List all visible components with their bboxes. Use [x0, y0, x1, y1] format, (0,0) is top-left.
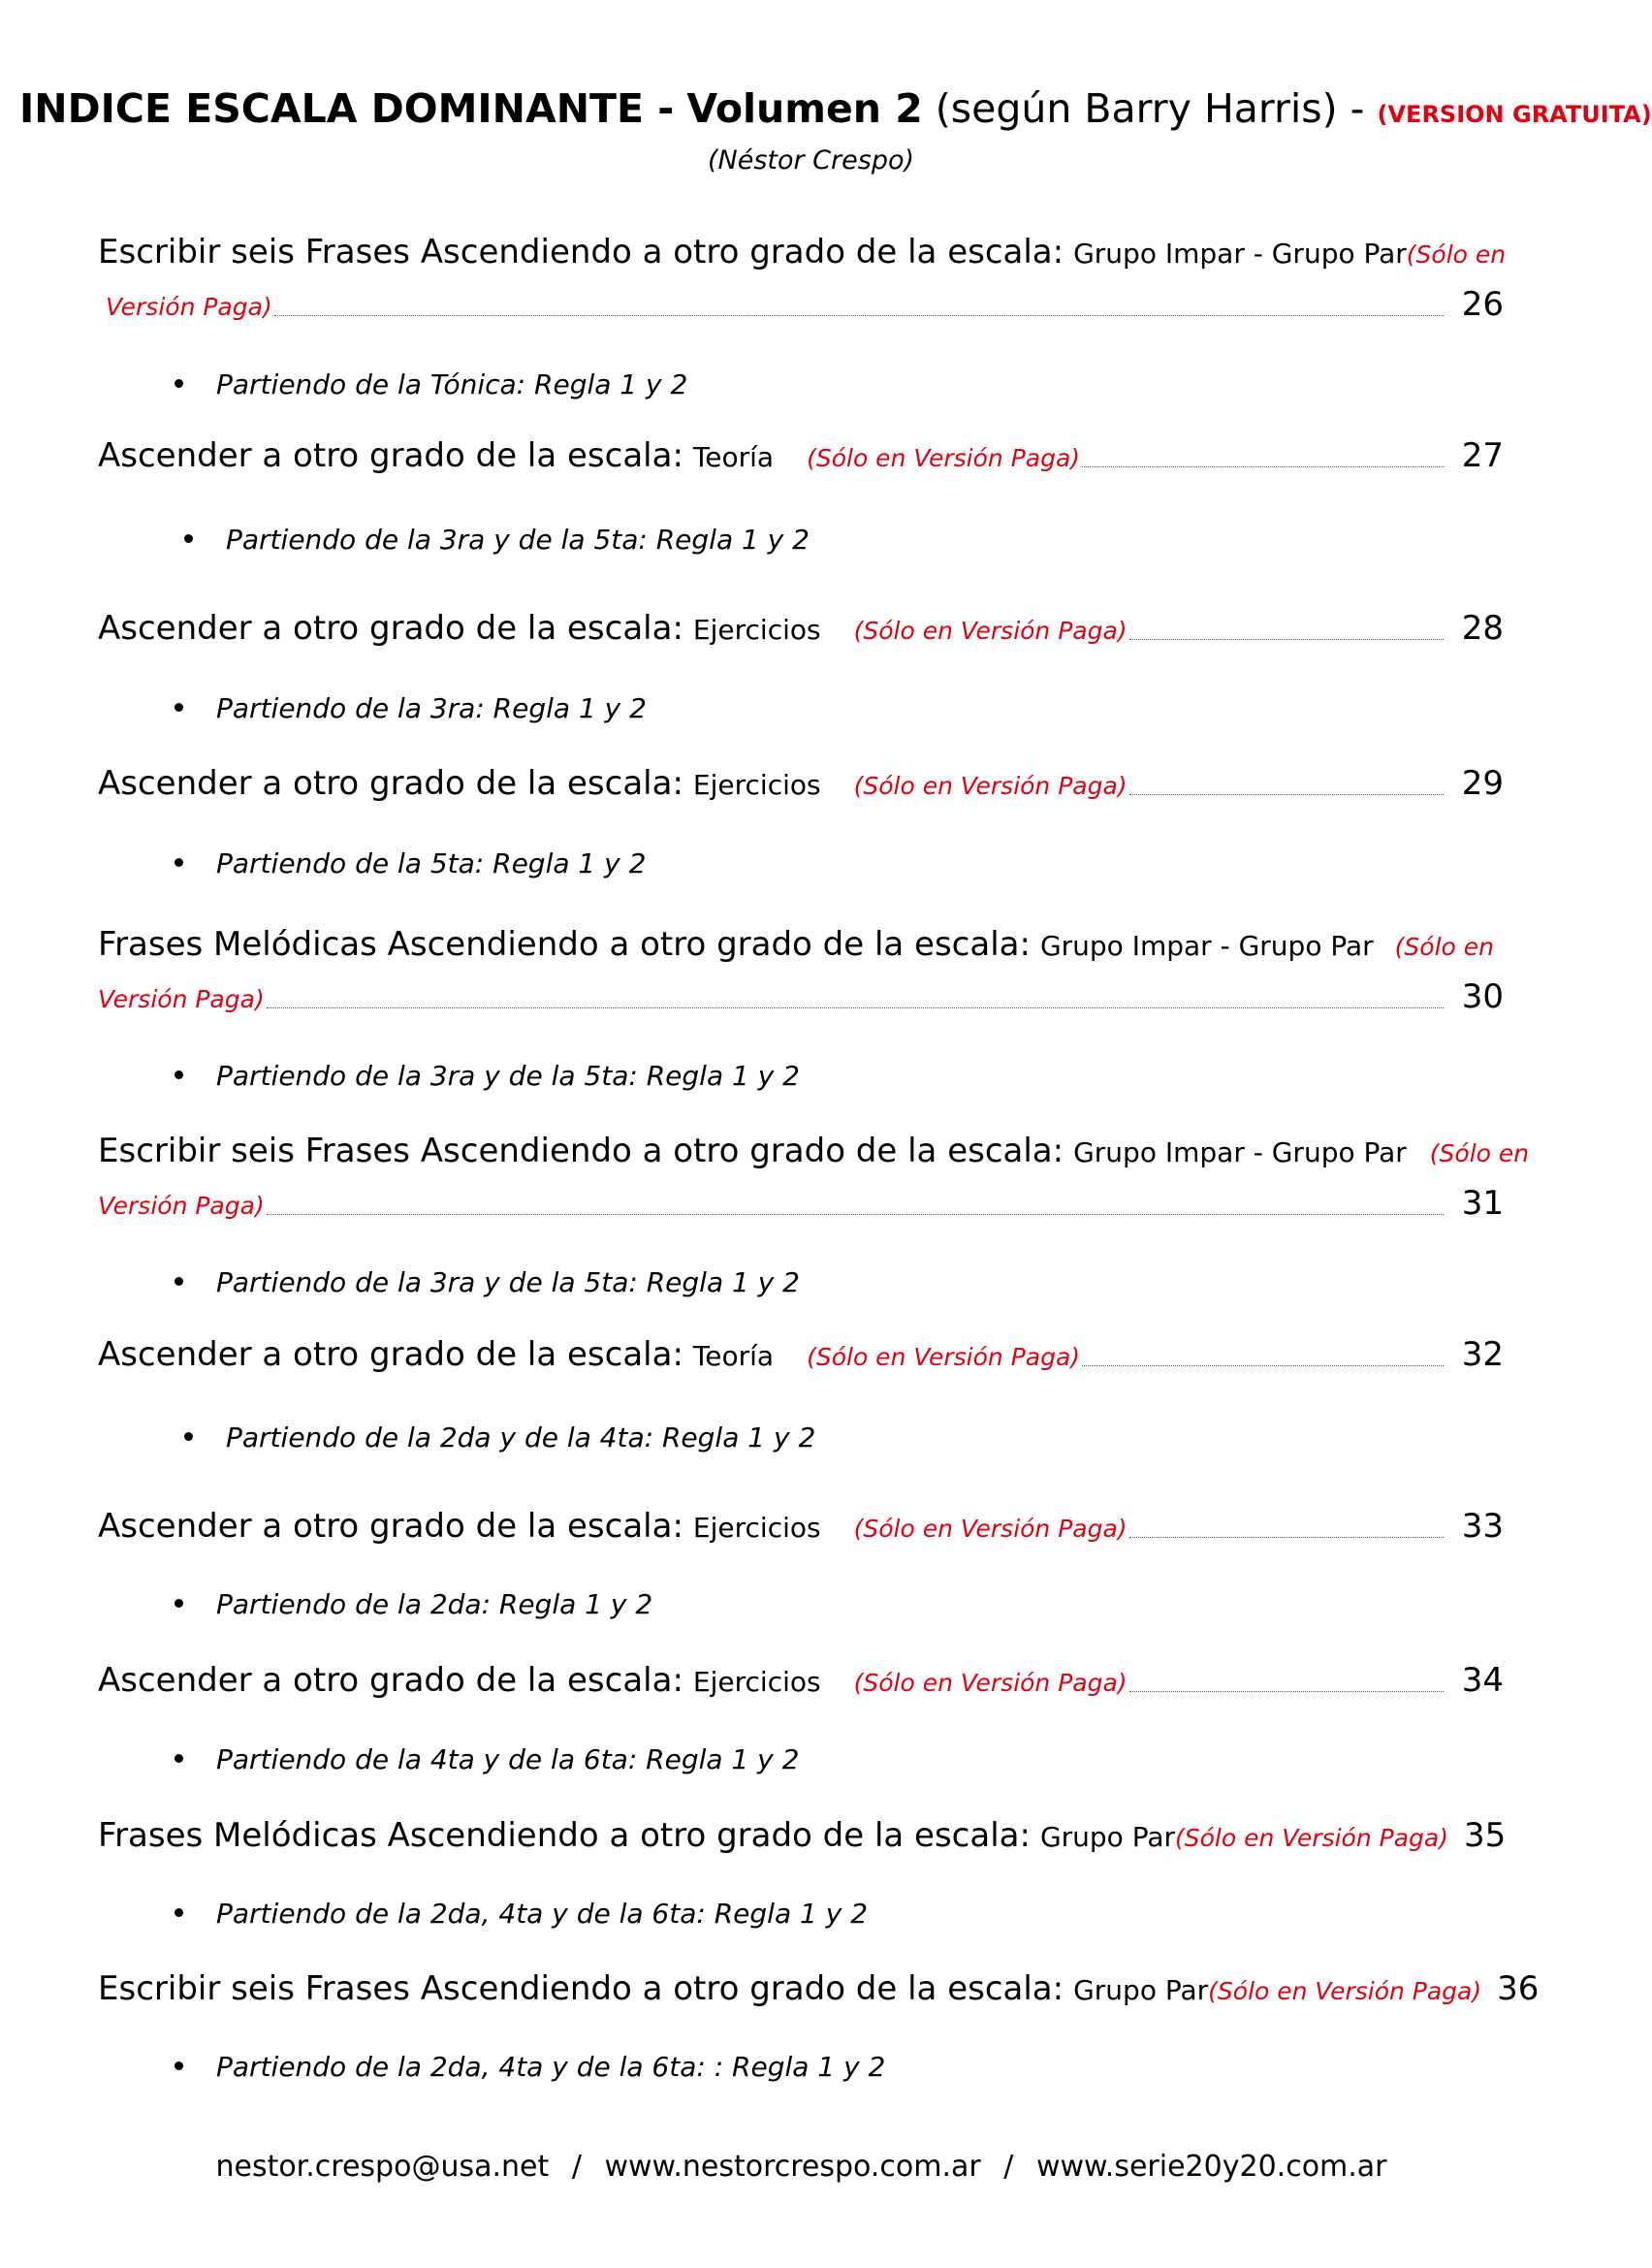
bullet-text: Partiendo de la 4ta y de la 6ta: Regla 1 y 2: [216, 1743, 800, 1775]
paid-note: (Sólo en Versión Paga): [853, 617, 1128, 645]
bullet-text: Partiendo de la 3ra: Regla 1 y 2: [216, 692, 647, 724]
title-volume: Volumen 2: [686, 85, 923, 132]
paid-note: (Sólo en: [1406, 240, 1507, 269]
bullet-text: Partiendo de la Tónica: Regla 1 y 2: [216, 368, 688, 400]
toc-entry: [98, 436, 1504, 475]
document-footer: [0, 2150, 1603, 2184]
entry-title: Ascender a otro grado de la escala:: [98, 1335, 683, 1374]
paid-note: (Sólo en Versión Paga): [853, 772, 1128, 800]
toc-entry: [98, 925, 1504, 1016]
page-number: 31: [1461, 1184, 1504, 1223]
page-number: 35: [1464, 1816, 1507, 1855]
footer-separator: /: [571, 2150, 582, 2184]
bullet-text: Partiendo de la 3ra y de la 5ta: Regla 1 y 2: [216, 1060, 800, 1092]
toc-bullet: [175, 1266, 800, 1298]
entry-subtitle: Ejercicios: [692, 1666, 821, 1698]
entry-subtitle: Grupo Par: [1073, 1974, 1209, 2006]
entry-subtitle: Grupo Impar - Grupo Par: [1073, 1136, 1407, 1168]
toc-entry: [98, 1969, 1540, 2008]
paid-note: (Sólo en Versión Paga): [853, 1669, 1128, 1697]
toc-bullet: [175, 692, 647, 724]
entry-title: Escribir seis Frases Ascendiendo a otro grado de la escala:: [98, 1132, 1064, 1170]
bullet-dot: [175, 703, 183, 712]
toc-bullet: [175, 1898, 868, 1930]
page-number: 26: [1461, 285, 1504, 324]
entry-title: Ascender a otro grado de la escala:: [98, 1507, 683, 1546]
bullet-dot: [175, 1754, 183, 1763]
bullet-dot: [184, 1432, 193, 1441]
toc-bullet: [184, 1421, 815, 1453]
entry-subtitle: Teoría: [692, 441, 775, 473]
bullet-dot: [175, 1070, 183, 1079]
page-number: 27: [1461, 436, 1504, 475]
entry-subtitle: Ejercicios: [692, 614, 821, 646]
paid-note: (Sólo en Versión Paga): [1208, 1977, 1482, 2005]
toc-entry: [98, 1816, 1507, 1855]
page-number: 34: [1461, 1661, 1504, 1700]
bullet-text: Partiendo de la 3ra y de la 5ta: Regla 1 y 2: [216, 1266, 800, 1298]
entry-subtitle: Ejercicios: [692, 1512, 821, 1544]
entry-subtitle: Grupo Par: [1039, 1821, 1176, 1853]
title-free-version: (VERSION GRATUITA): [1377, 101, 1652, 128]
entry-subtitle: Grupo Impar - Grupo Par: [1073, 238, 1407, 270]
paid-note: (Sólo en: [1394, 933, 1494, 961]
footer-website-link[interactable]: www.serie20y20.com.ar: [1035, 2150, 1387, 2184]
page-number: 29: [1461, 764, 1504, 803]
footer-website-link[interactable]: www.nestorcrespo.com.ar: [604, 2150, 981, 2184]
entry-title: Ascender a otro grado de la escala:: [98, 609, 683, 648]
bullet-text: Partiendo de la 2da, 4ta y de la 6ta: : Regla 1 y 2: [216, 2051, 886, 2083]
dot-leader: [1129, 1690, 1444, 1692]
page-number: 28: [1461, 609, 1504, 648]
dot-leader: [1129, 1536, 1444, 1538]
author: (Néstor Crespo): [707, 145, 915, 176]
bullet-dot: [175, 1277, 183, 1286]
bullet-dot: [175, 858, 183, 867]
dot-leader: [267, 1006, 1444, 1008]
title-rest: (según Barry Harris) -: [935, 85, 1365, 132]
entry-subtitle: Ejercicios: [692, 769, 821, 801]
paid-note: (Sólo en Versión Paga): [807, 444, 1081, 472]
toc-bullet: [175, 2051, 885, 2083]
paid-note: (Sólo en Versión Paga): [853, 1515, 1128, 1543]
footer-email-link[interactable]: nestor.crespo@usa.net: [215, 2150, 550, 2184]
page-number: 33: [1461, 1507, 1504, 1546]
page-number: 36: [1497, 1969, 1540, 2008]
entry-title: Escribir seis Frases Ascendiendo a otro grado de la escala:: [98, 233, 1064, 272]
toc-entry: [98, 1335, 1504, 1374]
toc-bullet: [175, 368, 687, 400]
document-header: [0, 81, 1652, 180]
paid-note: Versión Paga): [106, 293, 272, 321]
toc-entry: [98, 764, 1504, 803]
toc-entry: [98, 1661, 1504, 1700]
toc-entry: [98, 233, 1507, 324]
bullet-text: Partiendo de la 2da: Regla 1 y 2: [216, 1588, 653, 1620]
paid-note: Versión Paga): [98, 985, 265, 1013]
paid-note: (Sólo en Versión Paga): [807, 1343, 1081, 1371]
paid-note: (Sólo en: [1429, 1139, 1530, 1167]
bullet-text: Partiendo de la 2da y de la 4ta: Regla 1 y 2: [226, 1421, 816, 1453]
toc-bullet: [184, 524, 810, 556]
bullet-dot: [184, 534, 193, 543]
toc-entry: [98, 1507, 1504, 1546]
toc-bullet: [175, 1743, 799, 1775]
toc-entry: [98, 1132, 1530, 1223]
paid-note: Versión Paga): [98, 1192, 265, 1220]
dot-leader: [274, 314, 1444, 316]
page-number: 30: [1461, 977, 1504, 1016]
entry-title: Ascender a otro grado de la escala:: [98, 1661, 683, 1700]
paid-note: (Sólo en Versión Paga): [1175, 1824, 1448, 1852]
footer-separator: /: [1003, 2150, 1014, 2184]
entry-title: Frases Melódicas Ascendiendo a otro grado de la escala:: [98, 925, 1031, 964]
toc-bullet: [175, 847, 646, 879]
title-main: INDICE ESCALA DOMINANTE -: [19, 85, 675, 132]
dot-leader: [1129, 638, 1444, 640]
toc-entry: [98, 609, 1504, 648]
bullet-text: Partiendo de la 2da, 4ta y de la 6ta: Regla 1 y 2: [216, 1898, 869, 1930]
entry-title: Escribir seis Frases Ascendiendo a otro grado de la escala:: [98, 1969, 1064, 2008]
entry-title: Frases Melódicas Ascendiendo a otro grado de la escala:: [98, 1816, 1031, 1855]
entry-subtitle: Grupo Impar - Grupo Par: [1039, 930, 1374, 962]
dot-leader: [1082, 465, 1444, 467]
dot-leader: [1082, 1364, 1444, 1366]
entry-title: Ascender a otro grado de la escala:: [98, 764, 683, 803]
toc-bullet: [175, 1060, 800, 1092]
document-title: [19, 81, 1652, 142]
bullet-dot: [175, 1599, 183, 1608]
toc-bullet: [175, 1588, 652, 1620]
entry-title: Ascender a otro grado de la escala:: [98, 436, 683, 475]
dot-leader: [1129, 793, 1444, 795]
bullet-dot: [175, 1908, 183, 1917]
bullet-dot: [175, 379, 183, 388]
bullet-text: Partiendo de la 3ra y de la 5ta: Regla 1 y 2: [226, 524, 810, 556]
page-number: 32: [1461, 1335, 1504, 1374]
bullet-text: Partiendo de la 5ta: Regla 1 y 2: [216, 847, 647, 879]
entry-subtitle: Teoría: [692, 1340, 775, 1372]
bullet-dot: [175, 2061, 183, 2070]
dot-leader: [267, 1213, 1444, 1215]
